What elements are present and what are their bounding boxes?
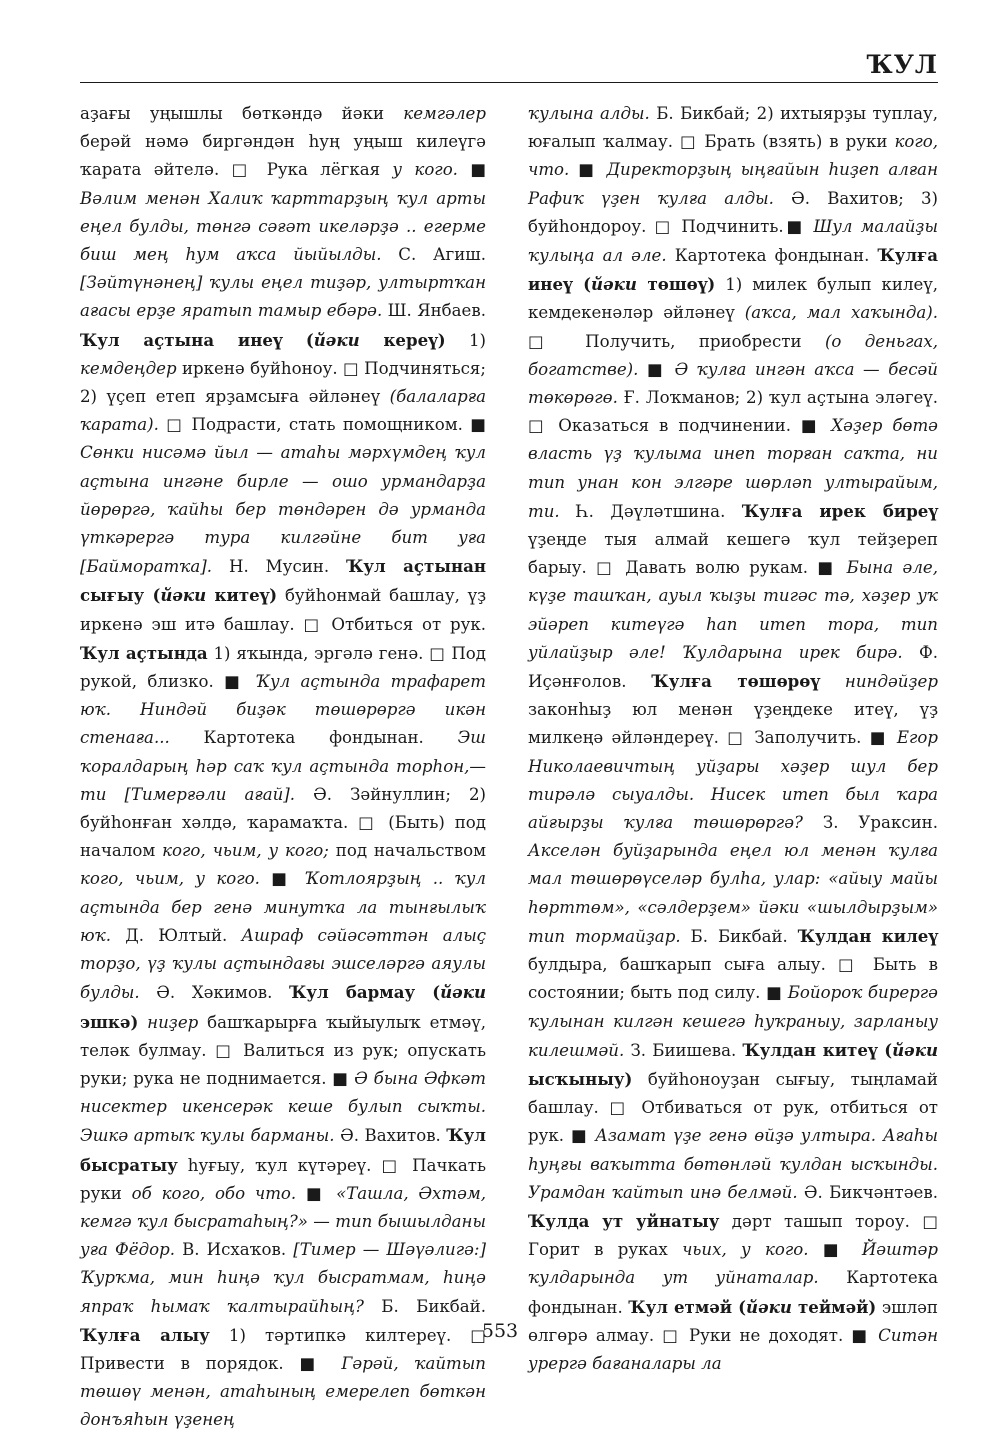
right-column-segment: (аҡса, мал хаҡында). — [744, 303, 938, 323]
left-column-segment: йәки — [160, 585, 207, 606]
right-column-segment: ниндәйҙер — [844, 672, 938, 692]
right-column-segment: Егор Николаевичтың уйҙары хәҙер шул бер тирәлә сыуалды. Нисек итеп был ҡара айғырҙы ҡулға төшөрөргә? — [528, 728, 938, 833]
right-column-segment: Ә. Бикчәнтәев. — [797, 1182, 938, 1202]
left-column-segment: «Ташла, Әхтәм, кемгә ҡул бысратаһың?» — тип бышылданы уға Фёдор. — [80, 1183, 486, 1260]
right-column-segment: теймәй) — [791, 1296, 877, 1317]
right-column-segment: Директорҙың ыңғайын һиҙеп алған Рафиҡ үҙен ҡулға алды. — [528, 160, 938, 208]
left-column-segment: Эш ҡоралдарың һәр саҡ ҡул аҫтында торһон,— ти [Тимерғәли ағай]. — [80, 728, 486, 804]
right-column-segment: ■ — [638, 359, 675, 379]
right-column-segment: 1) милек булып килеү, кемдекенәләр әйләнеү — [528, 275, 938, 323]
right-column-segment: Ғ. Лоҡманов; 2) ҡул аҫтына эләгеү. □ Оказаться в подчинении. ■ — [528, 388, 938, 436]
right-column-segment: ҡулына алды. — [528, 104, 650, 123]
left-column-segment: Ә бына Әфкәт нисектер икенсерәк кеше булып сыҡты. Эшкә артыҡ ҡулы барманы. — [80, 1068, 486, 1146]
left-column-segment: кемдеңдер — [80, 358, 177, 378]
right-column-segment: Ҡул етмәй ( — [628, 1296, 747, 1317]
left-column-segment: Вәлим менән Халиҡ ҡарттарҙың ҡул арты еңел булды, төнгә сәғәт икеләрҙә .. егерме биш мең һум аҡса йыйылды. — [80, 188, 486, 265]
right-column-segment: Шул малайҙы ҡулыңа ал әле. — [528, 216, 938, 266]
left-column-segment — [283, 331, 306, 350]
left-column-segment: Ә. Вахитов. — [334, 1126, 447, 1146]
right-column-segment: Ситән урергә бағаналары ла — [528, 1325, 938, 1373]
right-column-segment: Ҡулға төшөрөү — [651, 671, 820, 692]
right-column-segment: ■ — [569, 160, 607, 180]
right-column-segment: йәки — [892, 1039, 939, 1060]
right-column-segment: үҙеңде тыя алмай кешегә ҡул тейҙереп барыу. □ Давать волю рукам. ■ — [528, 530, 938, 578]
left-column-segment: эшкә) — [80, 1011, 139, 1032]
left-column-segment: Ҡул аҫтында — [80, 642, 208, 663]
right-column-segment: буйһоноуҙан сығыу, тыңламай башлау. □ Отбиваться от рук, отбиться от рук. ■ — [528, 1069, 938, 1146]
left-column-segment: В. Исхаҡов. — [175, 1240, 294, 1260]
right-column — [528, 100, 938, 1378]
right-column-segment: Ҡулдан китеү ( — [742, 1039, 893, 1060]
right-column-segment: ■ — [808, 1240, 862, 1260]
left-column-segment: Ш. Янбаев. — [382, 301, 486, 321]
left-column-segment: Д. Юлтый. — [110, 925, 242, 945]
left-column-segment: ■ — [296, 1183, 337, 1203]
right-column-segment: Ә. Вахитов; 3) буйһондороу. □ Подчинить.■ — [528, 188, 938, 236]
right-column-segment: кого, что. — [528, 132, 938, 180]
right-column-segment: ысҡыныу) — [528, 1068, 633, 1089]
left-column-segment: 1) яҡында, эргәлә генә. □ Под рукой, близко. ■ — [80, 643, 486, 692]
left-column-text — [80, 100, 486, 1435]
left-column-segment: Ашраф сәйәсәттән алыҫ торҙо, үҙ ҡулы аҫтындағы эшселәргә аяулы булды. — [80, 925, 487, 1003]
left-column-segment: 1) тәртипкә килтереү. □ Привести в порядок. ■ — [80, 1325, 486, 1373]
header-rule — [80, 82, 938, 83]
right-column-segment: төшөү) — [636, 274, 716, 295]
left-column-segment: берәй нәмә биргәндән һуң уңыш килеүгә ҡарата әйтелә. □ Рука лёгкая — [80, 132, 486, 180]
right-column-segment: Акселән буйҙарында еңел юл менән ҡулға мал төшөрөүселәр булһа, улар: «айыу майы һөрттөм», «сәлдерҙем» йәки «шылдырҙым» тип тормайҙар. — [528, 841, 938, 946]
page-number: 553 — [481, 1320, 519, 1342]
running-head: ҠУЛ — [866, 50, 938, 79]
left-column-segment: Ҡул бармау ( — [289, 982, 441, 1003]
right-column-segment: Ҡулда ут уйнатыу — [528, 1210, 720, 1231]
left-column-segment: һуғыу, ҡул күтәреү. □ Пачкать руки — [80, 1155, 486, 1203]
right-column-segment: З. Биишева. — [624, 1040, 743, 1060]
left-column-segment: [Зәйтүнәнең] ҡулы еңел тиҙәр, ултыртҡан ағасы ерҙе яратып тамыр ебәрә. — [80, 273, 486, 321]
left-column-segment: С. Агиш. — [381, 245, 487, 265]
right-column-segment: эшләп өлгөрә алмау. □ Руки не доходят. ■ — [528, 1297, 938, 1345]
right-column-segment: Ҡулға ирек биреү — [741, 500, 939, 521]
left-column-segment: кого, чьим, у кого. — [80, 869, 260, 889]
left-column-segment: Б. Бикбай. — [363, 1296, 486, 1316]
right-column-segment: булдыра, башҡарып сыға алыу. □ Быть в состоянии; быть под силу. ■ — [528, 955, 938, 1003]
left-column-segment: Гәрәй, ҡайтып төшөү менән, атаһының емерелеп бөткән донъяһын үҙенең — [80, 1353, 486, 1430]
right-column-text — [528, 100, 938, 1378]
left-column-segment: Сөнки нисәмә йыл — атаһы мәрхүмдең ҡул аҫтына ингәне бирле — ошо урмандарҙа йөрөргә, ҡайһы бер төндәрен дә урманда үткәрергә тура килгәйне бит уға [Байморатҡа]. — [80, 443, 486, 577]
left-column-segment: ■ — [259, 869, 305, 889]
left-column-segment: ( — [305, 329, 314, 350]
left-column-segment: 1) — [445, 330, 486, 350]
right-column-segment: Ә ҡулға ингән аҡса — бесәй төкөрөгө. — [528, 359, 938, 408]
left-column-segment: Ҡул аҫтында трафарет юҡ. Ниндәй биҙәк төшөрөргә икән стенаға... — [80, 672, 486, 748]
right-column-segment: дәрт ташып тороу. □ Горит в руках — [528, 1211, 938, 1260]
right-column-segment: чьих, у кого. — [682, 1240, 809, 1260]
right-column-segment: Хәҙер бөтә власть үҙ ҡулыма инеп торған саҡта, ни тип унан кон элгәре шөрләп ултырайым, ти. — [528, 416, 939, 521]
left-column-segment: Ә. Зәйнуллин; 2) буйһонған хәлдә, ҡарамаҡта. □ (Быть) под началом — [80, 784, 487, 861]
right-column-segment: Б. Бикбай. — [680, 926, 798, 946]
right-column-segment: йәки — [591, 274, 637, 295]
left-column-segment: Ҡотлоярҙың .. ҡул аҫтында бер генә минутҡа ла тынғылыҡ юҡ. — [80, 869, 486, 945]
right-column-segment: Ҡулға инеү ( — [528, 245, 938, 295]
left-column-segment: [Тимер — Шәүәлигә:] Ҡурҡма, мин һиңә ҡул бысратмам, һиңә япраҡ һымаҡ ҡалтырайһың? — [80, 1240, 486, 1316]
right-column-segment: законһыҙ юл менән үҙеңдеке итеү, үҙ милкеңә әйләндереү. □ Заполучить. ■ — [528, 700, 938, 748]
left-column-segment: под начальством — [328, 841, 487, 861]
left-column-segment: кого, чьим, у кого; — [162, 841, 329, 861]
right-column-segment: (о деньгах, богатстве). — [528, 331, 938, 379]
left-column-segment: Ҡул бысратыу — [80, 1125, 487, 1175]
left-column-segment: Ә. Хәкимов. — [139, 983, 290, 1003]
right-column-segment: йәки — [746, 1296, 792, 1317]
left-column-segment: буйһонмай башлау, үҙ иркенә эш итә башлау. □ Отбиться от рук. — [80, 586, 486, 634]
left-column-segment: Ҡул аҫтына инеү — [80, 329, 283, 350]
left-column-segment: Н. Мусин. — [212, 557, 347, 577]
left-column-segment: Картотека фондынан. — [169, 728, 458, 748]
left-column-segment: иркенә буйһоноу. □ Подчиняться; 2) үҫеп етеп ярҙамсыға әйләнеү — [80, 358, 486, 407]
right-column-segment: Бына әле, күҙе ташҡан, ауыл ҡыҙы тигәс тә, хәҙер уҡ эйәреп китеүгә һап итеп тора, тип уйлайҙыр әле! Ҡулдарына ирек бирә. — [528, 558, 938, 662]
left-column-segment: (балаларға ҡарата). — [80, 387, 486, 435]
left-column-segment: ниҙер — [147, 1012, 199, 1032]
right-column-segment: Азамат үҙе генә өйҙә ултыра. Ағаһы һуңғы ваҡытта бөтөнләй ҡулдан ысҡынды. Урамдан ҡайтып инә белмәй. — [528, 1126, 938, 1202]
left-column-segment: у кого. — [392, 160, 458, 180]
left-column-segment: башҡарырға ҡыйыулыҡ етмәү, теләк булмау. □ Валиться из рук; опускать руки; рука не поднимается. ■ — [80, 1012, 486, 1088]
left-column-segment: Ҡул аҫтынан сығыу ( — [80, 556, 486, 606]
right-column-segment: Картотека фондынан. — [666, 246, 878, 266]
left-column-segment: об кого, обо что. — [131, 1183, 297, 1203]
left-column-segment: Ҡулға алыу — [80, 1324, 210, 1345]
left-column-segment: аҙағы уңышлы бөткәндә йәки — [80, 104, 404, 123]
left-column-segment — [138, 1013, 147, 1032]
left-column — [80, 100, 486, 1435]
left-column-segment: кереү) — [359, 329, 446, 350]
right-column-segment: Ф. Иҫәнғолов. — [528, 642, 939, 692]
right-column-segment — [820, 672, 845, 691]
right-column-segment: Бойороҡ бирергә ҡулынан килгән кешегә һуҡраныу, зарланыу килешмәй. — [528, 983, 938, 1060]
right-column-segment: Б. Бикбай; 2) ихтыярҙы туплау, юғалып ҡалмау. □ Брать (взять) в руки — [528, 104, 939, 152]
left-column-segment: □ Подрасти, стать помощником. ■ — [158, 415, 486, 435]
right-column-segment: □ Получить, приобрести — [528, 331, 825, 351]
right-column-segment: Картотека фондынан. — [528, 1268, 938, 1317]
left-column-segment: ■ — [457, 160, 487, 180]
right-column-segment: З. Ураксин. — [802, 813, 939, 833]
left-column-segment: кемгәлер — [403, 104, 486, 123]
left-column-segment: китеү) — [206, 585, 278, 606]
right-column-segment: Йәштәр ҡулдарында ут уйнаталар. — [528, 1240, 939, 1288]
right-column-segment: Һ. Дәүләтшина. — [559, 501, 742, 521]
right-column-segment: Ҡулдан килеү — [797, 925, 938, 946]
left-column-segment: йәки — [440, 982, 487, 1003]
left-column-segment: йәки — [313, 329, 360, 350]
